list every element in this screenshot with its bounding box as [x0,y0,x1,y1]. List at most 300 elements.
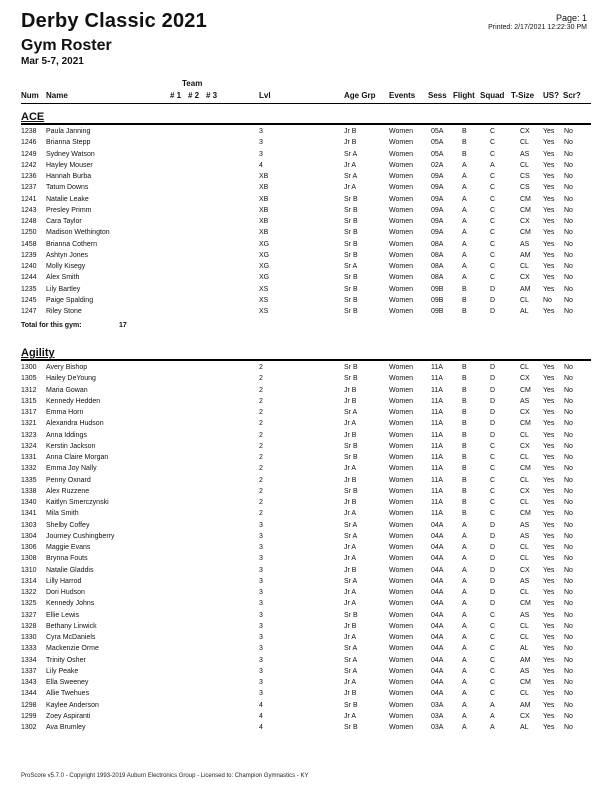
gymnast-squad: D [490,375,496,383]
gymnast-name: Alexandra Hudson [46,420,104,428]
gymnast-squad: D [490,566,496,574]
gymnast-num: 1322 [21,589,37,596]
gymnast-scratch: No [564,712,573,720]
gymnast-name: Brynna Fouts [46,555,88,563]
gymnast-level: 2 [259,397,263,405]
table-row [0,443,612,454]
gymnast-name: Paula Janning [46,128,91,135]
gymnast-scratch: No [564,375,573,383]
gymnast-squad: C [490,442,496,450]
gymnast-flight: A [462,690,467,698]
gymnast-flight: B [462,386,467,394]
gymnast-tshirt-size: CM [520,206,531,214]
gymnast-flight: A [462,712,467,720]
col-sess-header: Sess [428,91,447,100]
gymnast-name: Hayley Mouser [46,161,93,169]
gymnast-us-citizen: Yes [543,308,555,315]
gymnast-squad: D [490,577,496,585]
gymnast-num: 1241 [21,195,37,203]
gymnast-level: XG [259,263,270,270]
gymnast-name: Emma Joy Nally [46,465,97,473]
gymnast-us-citizen: Yes [543,521,555,529]
gymnast-us-citizen: Yes [543,712,555,720]
gymnast-squad: D [490,409,496,416]
table-row [0,173,612,184]
gymnast-squad: C [490,499,496,506]
gymnast-squad: C [490,184,496,192]
gymnast-tshirt-size: AS [520,667,530,675]
gymnast-squad: C [490,622,496,630]
gymnast-squad: C [490,634,496,641]
gymnast-tshirt-size: AM [520,656,531,664]
gymnast-us-citizen: Yes [543,206,555,214]
gymnast-age-group: Jr B [344,139,357,147]
gym-section-title: ACE [21,111,45,123]
table-row [0,645,612,656]
gymnast-name: Brianna Stepp [46,139,91,147]
gymnast-name: Maria Gowan [46,386,88,394]
gymnast-name: Hannah Burba [46,173,92,180]
gymnast-level: 3 [259,634,263,641]
gymnast-name: Emma Horn [46,409,84,416]
gymnast-num: 1324 [21,442,37,450]
table-row [0,589,612,600]
gymnast-scratch: No [564,442,573,450]
gymnast-num: 1323 [21,431,37,439]
gymnast-tshirt-size: CM [520,679,531,686]
gymnast-num: 1298 [21,701,37,709]
gymnast-tshirt-size: CL [520,476,529,484]
gymnast-tshirt-size: CL [520,139,529,147]
gymnast-level: 3 [259,566,263,574]
gymnast-squad: D [490,364,496,371]
gym-total [21,322,127,330]
gymnast-session: 11A [431,476,443,484]
gymnast-us-citizen: Yes [543,532,555,540]
gymnast-level: 3 [259,150,263,158]
gymnast-age-group: Jr A [344,555,357,563]
page-number: Page: 1 [555,13,587,23]
gymnast-session: 03A [431,712,444,720]
gymnast-events: Women [389,555,413,563]
gymnast-tshirt-size: CX [520,712,530,720]
gymnast-session: 04A [431,690,444,698]
gymnast-name: Alex Smith [46,274,80,282]
gymnast-age-group: Sr A [344,656,358,664]
gymnast-flight: B [462,476,467,484]
gymnast-level: 2 [259,386,263,394]
gymnast-scratch: No [564,139,573,147]
gymnast-flight: A [462,229,467,237]
gymnast-age-group: Sr B [344,487,358,495]
gymnast-age-group: Sr B [344,454,358,461]
gymnast-squad: D [490,589,496,596]
gymnast-us-citizen: Yes [543,218,555,225]
gymnast-num: 1308 [21,555,37,563]
table-row [0,567,612,578]
gymnast-session: 04A [431,544,444,551]
gymnast-tshirt-size: CX [520,375,530,383]
gymnast-age-group: Jr A [344,712,357,720]
gymnast-num: 1458 [21,240,37,248]
gymnast-scratch: No [564,510,573,518]
gymnast-num: 1300 [21,364,37,371]
gymnast-level: 2 [259,375,263,383]
gymnast-flight: B [462,375,467,383]
gymnast-num: 1247 [21,308,37,315]
table-row [0,297,612,308]
gymnast-tshirt-size: CL [520,589,529,596]
gymnast-tshirt-size: AL [520,724,529,731]
gymnast-session: 04A [431,656,444,664]
gymnast-scratch: No [564,656,573,664]
table-row [0,229,612,240]
gymnast-session: 04A [431,679,444,686]
gymnast-session: 04A [431,634,444,641]
table-row [0,241,612,252]
gymnast-num: 1332 [21,465,37,473]
gymnast-squad: C [490,229,496,237]
gymnast-us-citizen: Yes [543,622,555,630]
gymnast-session: 11A [431,499,443,506]
gymnast-session: 04A [431,589,444,596]
gymnast-session: 09B [431,296,444,304]
gymnast-name: Kerstin Jackson [46,442,96,450]
gymnast-num: 1250 [21,229,37,237]
gymnast-tshirt-size: AL [520,308,529,315]
gymnast-level: 2 [259,465,263,473]
gymnast-tshirt-size: CX [520,274,530,282]
gymnast-events: Women [389,487,413,495]
gymnast-num: 1238 [21,128,37,135]
gymnast-events: Women [389,600,413,608]
gym-total-count: 17 [119,322,127,330]
gymnast-level: 3 [259,128,263,135]
report-title: Derby Classic 2021 [21,10,207,32]
gymnast-us-citizen: Yes [543,465,555,473]
gymnast-squad: D [490,285,496,293]
gymnast-tshirt-size: CL [520,161,529,169]
gymnast-events: Women [389,397,413,405]
gymnast-level: XB [259,229,269,237]
gymnast-age-group: Sr B [344,296,358,304]
col-squad-header: Squad [480,91,505,100]
gymnast-session: 09A [431,206,444,214]
gymnast-level: 2 [259,431,263,439]
gymnast-us-citizen: Yes [543,229,555,237]
gymnast-session: 08A [431,263,444,270]
gymnast-events: Women [389,229,413,237]
gymnast-level: 4 [259,701,263,709]
gymnast-name: Riley Stone [46,308,82,315]
table-row [0,420,612,431]
table-row [0,724,612,735]
gymnast-session: 04A [431,622,444,630]
gymnast-scratch: No [564,679,573,686]
gymnast-level: XS [259,308,269,315]
gymnast-scratch: No [564,161,573,169]
gymnast-session: 09A [431,184,444,192]
gymnast-flight: B [462,465,467,473]
gymnast-squad: C [490,679,496,686]
gymnast-age-group: Jr A [344,420,357,428]
gymnast-num: 1330 [21,634,37,641]
table-row [0,308,612,319]
gymnast-squad: C [490,218,496,225]
gymnast-scratch: No [564,600,573,608]
gymnast-squad: C [490,667,496,675]
col-lvl-header: Lvl [259,91,271,100]
gymnast-name: Kennedy Johns [46,600,95,608]
gymnast-squad: D [490,555,496,563]
gymnast-tshirt-size: CX [520,128,530,135]
gymnast-name: Molly Kisegy [46,263,86,270]
gymnast-level: 2 [259,409,263,416]
gymnast-us-citizen: Yes [543,173,555,180]
gymnast-events: Women [389,656,413,664]
gymnast-flight: B [462,308,467,315]
gymnast-events: Women [389,240,413,248]
gymnast-name: Cyra McDaniels [46,634,96,641]
gymnast-tshirt-size: CL [520,263,529,270]
gymnast-squad: C [490,251,496,259]
table-row [0,488,612,499]
gymnast-num: 1242 [21,161,37,169]
gymnast-flight: B [462,150,467,158]
gymnast-squad: C [490,611,496,619]
gymnast-session: 11A [431,364,443,371]
table-row [0,477,612,488]
gymnast-num: 1327 [21,611,37,619]
gymnast-age-group: Sr B [344,611,358,619]
gymnast-age-group: Sr B [344,375,358,383]
gymnast-level: XG [259,251,270,259]
gymnast-level: 4 [259,724,263,731]
table-row [0,432,612,443]
gymnast-tshirt-size: CL [520,622,529,630]
gymnast-scratch: No [564,521,573,529]
gymnast-level: 3 [259,667,263,675]
gymnast-flight: A [462,634,467,641]
gymnast-events: Women [389,622,413,630]
col-team1-header: # 1 [170,91,182,100]
gymnast-name: Avery Bishop [46,364,88,371]
gymnast-age-group: Sr B [344,229,358,237]
gymnast-session: 05A [431,150,444,158]
gymnast-scratch: No [564,532,573,540]
gymnast-events: Women [389,263,413,270]
gymnast-name: Trinity Osher [46,656,86,664]
gymnast-session: 04A [431,521,444,529]
gymnast-scratch: No [564,229,573,237]
gymnast-tshirt-size: CX [520,218,530,225]
col-events-header: Events [389,91,416,100]
gymnast-squad: D [490,308,496,315]
gymnast-flight: A [462,555,467,563]
gymnast-num: 1245 [21,296,37,304]
gymnast-flight: A [462,667,467,675]
gymnast-session: 05A [431,128,444,135]
meet-dates: Mar 5-7, 2021 [21,56,84,67]
gymnast-scratch: No [564,701,573,709]
gymnast-events: Women [389,544,413,551]
gymnast-events: Women [389,690,413,698]
gymnast-num: 1344 [21,690,37,698]
gymnast-tshirt-size: AM [520,701,531,709]
gymnast-scratch: No [564,173,573,180]
gymnast-squad: D [490,296,496,304]
gymnast-name: Cara Taylor [46,218,82,225]
gymnast-session: 04A [431,566,444,574]
gymnast-name: Kaylee Anderson [46,701,99,709]
gymnast-level: 3 [259,656,263,664]
gymnast-squad: C [490,510,496,518]
gymnast-squad: D [490,532,496,540]
gymnast-num: 1246 [21,139,37,147]
gymnast-age-group: Sr B [344,206,358,214]
gymnast-tshirt-size: AM [520,285,531,293]
gymnast-age-group: Jr A [344,184,357,192]
gymnast-name: Alex Ruzzene [46,487,90,495]
gymnast-events: Women [389,454,413,461]
gymnast-us-citizen: Yes [543,150,555,158]
gymnast-events: Women [389,206,413,214]
gymnast-events: Women [389,150,413,158]
gymnast-name: Natalie Gladdis [46,566,94,574]
gymnast-flight: A [462,645,467,653]
section-divider [21,359,591,361]
gymnast-level: 3 [259,589,263,596]
gymnast-session: 02A [431,161,444,169]
gymnast-session: 11A [431,397,443,405]
gymnast-scratch: No [564,634,573,641]
gymnast-scratch: No [564,409,573,416]
gymnast-us-citizen: Yes [543,634,555,641]
gymnast-events: Women [389,139,413,147]
gymnast-squad: C [490,645,496,653]
gymnast-level: 3 [259,139,263,147]
gymnast-flight: A [462,701,467,709]
gymnast-events: Women [389,409,413,416]
gymnast-age-group: Sr A [344,645,358,653]
gymnast-events: Women [389,510,413,518]
gymnast-age-group: Jr B [344,476,357,484]
gymnast-events: Women [389,442,413,450]
gymnast-session: 11A [431,510,443,518]
gymnast-age-group: Sr A [344,577,358,585]
table-row [0,499,612,510]
gymnast-num: 1338 [21,487,37,495]
gymnast-flight: B [462,499,467,506]
gymnast-events: Women [389,184,413,192]
gymnast-session: 08A [431,274,444,282]
gymnast-scratch: No [564,184,573,192]
gymnast-us-citizen: Yes [543,510,555,518]
gymnast-scratch: No [564,296,573,304]
table-row [0,139,612,150]
gymnast-name: Ella Sweeney [46,679,89,686]
gymnast-scratch: No [564,274,573,282]
gymnast-tshirt-size: CS [520,173,530,180]
gymnast-session: 09A [431,173,444,180]
gymnast-level: 3 [259,622,263,630]
gymnast-us-citizen: Yes [543,577,555,585]
col-scr-header: Scr? [563,91,581,100]
gymnast-squad: C [490,263,496,270]
gymnast-name: Sydney Watson [46,150,95,158]
gymnast-session: 09A [431,218,444,225]
gymnast-scratch: No [564,611,573,619]
table-row [0,578,612,589]
gymnast-us-citizen: Yes [543,386,555,394]
gymnast-num: 1317 [21,409,37,416]
gymnast-us-citizen: Yes [543,161,555,169]
gymnast-scratch: No [564,206,573,214]
table-row [0,364,612,375]
gymnast-tshirt-size: CL [520,364,529,371]
table-row [0,713,612,724]
gymnast-num: 1244 [21,274,37,282]
gymnast-session: 04A [431,600,444,608]
gymnast-num: 1305 [21,375,37,383]
gymnast-age-group: Jr B [344,690,357,698]
gymnast-age-group: Sr A [344,263,358,270]
gymnast-tshirt-size: CL [520,634,529,641]
gymnast-session: 09A [431,195,444,203]
gymnast-age-group: Sr B [344,308,358,315]
gymnast-session: 03A [431,724,444,731]
gymnast-us-citizen: Yes [543,690,555,698]
gymnast-name: Penny Oxnard [46,476,91,484]
gymnast-name: Mila Smith [46,510,79,518]
gymnast-level: 2 [259,454,263,461]
gymnast-tshirt-size: CM [520,420,531,428]
gymnast-squad: C [490,465,496,473]
gymnast-flight: A [462,724,467,731]
gymnast-flight: A [462,611,467,619]
gymnast-name: Ashtyn Jones [46,251,89,259]
gymnast-age-group: Jr B [344,499,357,506]
gymnast-level: XS [259,296,269,304]
gymnast-num: 1249 [21,150,37,158]
gymnast-squad: D [490,521,496,529]
gymnast-name: Anna Claire Morgan [46,454,109,461]
gymnast-age-group: Sr B [344,285,358,293]
gymnast-age-group: Sr A [344,150,358,158]
gymnast-age-group: Jr A [344,634,357,641]
gymnast-flight: B [462,454,467,461]
gymnast-squad: C [490,173,496,180]
gymnast-num: 1341 [21,510,37,518]
gymnast-squad: D [490,600,496,608]
gymnast-session: 11A [431,431,443,439]
gymnast-us-citizen: No [543,296,552,304]
gymnast-num: 1302 [21,724,37,731]
gymnast-name: Journey Cushingberry [46,532,115,540]
gymnast-age-group: Jr A [344,679,357,686]
gymnast-scratch: No [564,218,573,225]
section-divider [21,123,591,125]
col-tsize-header: T-Size [511,91,535,100]
gymnast-scratch: No [564,577,573,585]
gymnast-age-group: Sr A [344,173,358,180]
gymnast-us-citizen: Yes [543,251,555,259]
col-team-header: Team [182,79,203,88]
gymnast-age-group: Jr B [344,128,357,135]
gymnast-tshirt-size: AL [520,645,529,653]
gymnast-level: XB [259,206,269,214]
gymnast-squad: D [490,397,496,405]
